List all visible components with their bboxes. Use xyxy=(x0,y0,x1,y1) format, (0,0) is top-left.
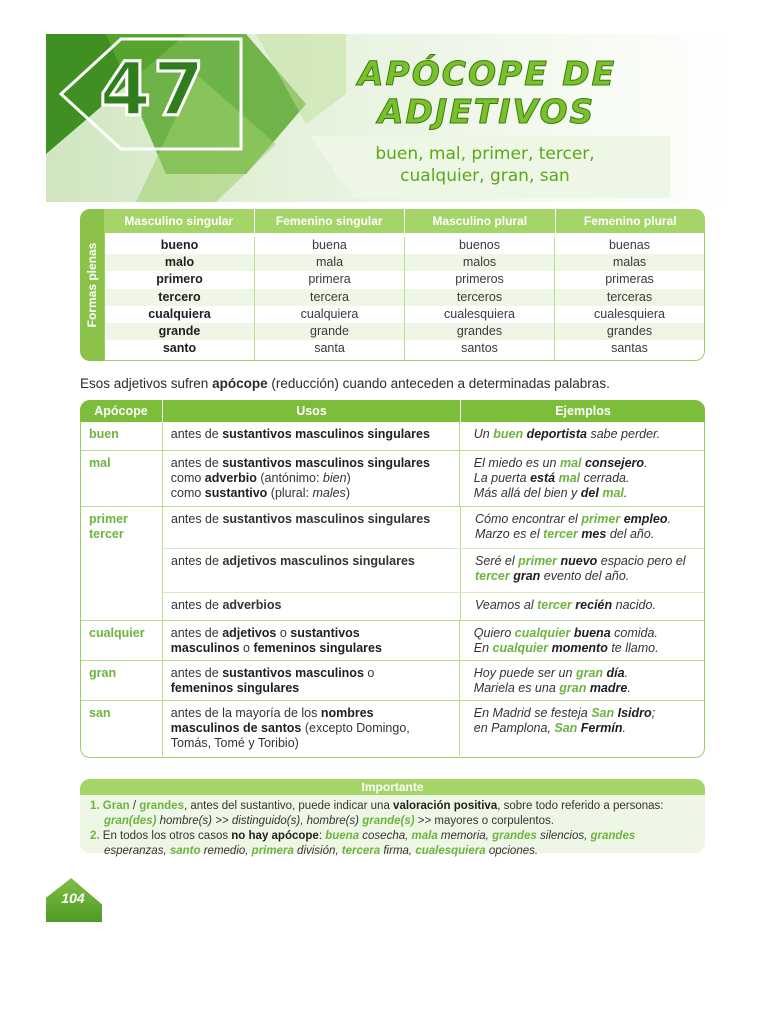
forms-table-header xyxy=(104,209,705,233)
text-italic: bien xyxy=(322,471,347,485)
highlight: Gran xyxy=(102,800,130,812)
example-line xyxy=(475,554,704,569)
text: ) xyxy=(345,486,350,500)
intro-text: (reducción) cuando anteceden a determinadas palabras. xyxy=(267,376,610,391)
cell: malos xyxy=(405,254,554,271)
text-bold: sustantivos xyxy=(290,626,360,640)
text: ; xyxy=(651,706,656,720)
cell: malas xyxy=(555,254,704,271)
highlight: buen xyxy=(493,427,524,441)
text: comida. xyxy=(610,626,658,640)
text-bold: masculinos xyxy=(170,641,240,655)
text-italic: silencios, xyxy=(536,830,591,842)
text: antes de xyxy=(171,554,223,568)
text: En Madrid se festeja xyxy=(473,706,592,720)
highlight: tercer xyxy=(537,598,572,612)
bold-word: nuevo xyxy=(557,554,598,568)
cell: cualquiera xyxy=(300,306,359,321)
table-subrow xyxy=(163,592,704,620)
uso-line xyxy=(171,486,459,501)
text: cerrada. xyxy=(580,471,630,485)
cell: terceros xyxy=(405,289,554,306)
apocope-cell: mal xyxy=(81,451,163,506)
example-line xyxy=(474,721,704,736)
cell: tercero xyxy=(105,289,254,306)
col-header-fem-sing: Femenino singular xyxy=(254,209,405,233)
text: antes de xyxy=(171,598,223,612)
uso-line xyxy=(171,681,459,696)
text: (excepto Domingo, xyxy=(301,721,410,735)
text: Quiero xyxy=(473,626,515,640)
col-header-masc-plur: Masculino plural xyxy=(404,209,555,233)
text: del año. xyxy=(606,527,655,541)
text: / xyxy=(129,800,140,812)
text: Veamos al xyxy=(475,598,538,612)
col-header-fem-plur: Femenino plural xyxy=(555,209,706,233)
bold-word: deportista xyxy=(523,427,587,441)
text-bold: adjetivos masculinos singulares xyxy=(222,554,415,568)
subtitle-line1: buen, mal, primer, tercer, xyxy=(375,144,595,164)
item-number: 1. xyxy=(90,800,100,812)
usos-cell xyxy=(163,451,460,506)
intro-bold: apócope xyxy=(212,376,268,391)
bold-word: Fermín xyxy=(577,721,623,735)
intro-text: Esos adjetivos sufren xyxy=(80,376,213,391)
text-bold: valoración positiva xyxy=(393,800,498,812)
text: La puerta xyxy=(473,471,531,485)
intro-sentence xyxy=(80,376,710,391)
cell: primero xyxy=(156,272,203,287)
text: . xyxy=(627,681,631,695)
cell: grandes xyxy=(405,323,554,340)
text-bold: masculinos de santos xyxy=(170,721,302,735)
ejemplos-cell xyxy=(461,593,704,620)
text-bold: femeninos singulares xyxy=(170,681,300,695)
text: antes de xyxy=(170,666,223,680)
usos-cell xyxy=(163,593,461,620)
ejemplos-cell xyxy=(461,549,704,592)
text: Hoy puede ser un xyxy=(473,666,576,680)
col-masc-plur xyxy=(404,237,554,360)
page-title-line1: APÓCOPE DE xyxy=(358,54,617,93)
highlight: mal xyxy=(555,471,581,485)
text: : xyxy=(318,830,326,842)
text-italic: esperanzas, xyxy=(104,845,170,857)
example-line xyxy=(474,471,704,486)
highlight: cualesquiera xyxy=(415,845,486,857)
example-line xyxy=(474,626,704,641)
apocope-label: primer xyxy=(89,512,128,526)
text: >> mayores o corpulentos. xyxy=(414,815,554,827)
cell: cualquiera xyxy=(148,306,211,321)
uso-line xyxy=(171,456,459,471)
text: antes de xyxy=(170,427,223,441)
text: ) xyxy=(346,471,351,485)
highlight: tercera xyxy=(341,845,381,857)
text: como xyxy=(170,471,205,485)
item-number: 2. xyxy=(90,830,100,842)
bold-word: está xyxy=(530,471,556,485)
highlight: primera xyxy=(251,845,294,857)
highlight: tercer xyxy=(475,569,510,583)
table-subrow xyxy=(163,548,704,592)
text: Un xyxy=(473,427,494,441)
uso-line xyxy=(171,471,459,486)
cell: buenas xyxy=(608,238,650,252)
usos-cell xyxy=(163,549,461,592)
important-item-1-cont xyxy=(90,814,695,829)
table-row-mal xyxy=(81,450,704,506)
text-bold: adjetivos xyxy=(222,626,277,640)
text: Más allá del bien y xyxy=(473,486,581,500)
highlight: mal xyxy=(559,456,582,470)
apocope-table-header xyxy=(80,400,705,422)
cell: grandes xyxy=(555,323,704,340)
text: te llamo. xyxy=(607,641,659,655)
ejemplos-cell xyxy=(460,422,704,450)
text: . xyxy=(667,512,671,526)
bold-word: buena xyxy=(570,626,611,640)
text-bold: sustantivos masculinos singulares xyxy=(222,427,430,441)
text-italic: cosecha, xyxy=(359,830,412,842)
text: . xyxy=(622,721,626,735)
page-title-line2: ADJETIVOS xyxy=(378,92,596,131)
usos-cell xyxy=(163,507,461,548)
bold-word: empleo xyxy=(620,512,668,526)
bold-word: recién xyxy=(571,598,613,612)
text-italic: males xyxy=(312,486,346,500)
col-header-usos: Usos xyxy=(162,400,460,422)
text: , antes del sustantivo, puede indicar una xyxy=(183,800,394,812)
bold-word: madre xyxy=(586,681,628,695)
uso-line: Tomás, Tomé y Toribio) xyxy=(170,736,299,750)
text: , sobre todo referido a personas: xyxy=(497,800,664,812)
forms-table-body xyxy=(104,233,705,361)
apocope-cell: cualquier xyxy=(81,621,163,660)
cell: primera xyxy=(308,272,351,287)
cell: grande xyxy=(105,323,254,340)
text-italic: división, xyxy=(293,845,342,857)
cell: santo xyxy=(162,341,197,356)
col-fem-plur xyxy=(554,237,704,360)
text: evento del año. xyxy=(540,569,630,583)
highlight: grandes xyxy=(492,830,537,842)
highlight: gran xyxy=(575,666,604,680)
highlight: San xyxy=(591,706,615,720)
usos-cell xyxy=(163,422,460,450)
apocope-table-body xyxy=(80,422,705,758)
text: En xyxy=(473,641,493,655)
text: Mariela es una xyxy=(473,681,560,695)
table-row-buen xyxy=(81,422,704,450)
usos-cell xyxy=(163,621,460,660)
ejemplos-cell xyxy=(460,701,704,756)
text: nacido. xyxy=(612,598,656,612)
col-header-ejemplos: Ejemplos xyxy=(460,400,705,422)
important-item-1 xyxy=(90,799,695,814)
cell: tercera xyxy=(255,289,404,306)
chapter-number: 47 xyxy=(99,47,207,133)
cell: primeros xyxy=(455,272,504,287)
cell: cualesquiera xyxy=(444,306,515,321)
text: antes de xyxy=(170,456,223,470)
uso-line xyxy=(171,641,459,656)
important-item-2 xyxy=(90,829,695,844)
text-italic: firma, xyxy=(380,845,416,857)
text-bold: nombres xyxy=(320,706,374,720)
highlight: cualquier xyxy=(514,626,571,640)
text-italic: hombre(s) xyxy=(306,815,360,827)
uso-line xyxy=(171,706,459,721)
col-masc-sing xyxy=(105,237,254,360)
table-row-san xyxy=(81,700,704,756)
text: o xyxy=(363,666,375,680)
bold-word: momento xyxy=(548,641,608,655)
text: . xyxy=(623,486,628,500)
bold-word: del xyxy=(580,486,599,500)
text-bold: adverbio xyxy=(204,471,257,485)
cell: santas xyxy=(611,341,648,356)
text: como xyxy=(170,486,205,500)
text: antes de xyxy=(171,512,223,526)
text-italic: remedio, xyxy=(200,845,252,857)
highlight: primer xyxy=(581,512,621,526)
highlight: buena xyxy=(325,830,360,842)
text: en Pamplona, xyxy=(473,721,555,735)
example-line xyxy=(475,527,704,542)
example-line xyxy=(474,666,704,681)
cell: terceras xyxy=(555,289,704,306)
text-bold: sustantivos masculinos xyxy=(222,666,364,680)
text: espacio pero el xyxy=(597,554,686,568)
cell: cualesquiera xyxy=(594,306,665,321)
text: sabe perder. xyxy=(587,427,661,441)
text-italic: memoria, xyxy=(437,830,493,842)
apocope-cell: san xyxy=(81,701,163,756)
highlight: tercer xyxy=(543,527,578,541)
apocope-cell: gran xyxy=(81,661,163,700)
usos-cell xyxy=(163,661,460,700)
forms-side-text: Formas plenas xyxy=(85,242,99,328)
cell: santos xyxy=(461,341,498,356)
text-bold: sustantivos masculinos singulares xyxy=(222,512,431,526)
table-row-cualquier xyxy=(81,620,704,660)
cell: buenos xyxy=(458,238,500,252)
uso-line xyxy=(171,626,459,641)
subtitle xyxy=(330,143,640,187)
text: (plural: xyxy=(267,486,313,500)
highlight: mal xyxy=(598,486,624,500)
ejemplos-cell xyxy=(460,451,704,506)
text: . xyxy=(644,456,648,470)
ejemplos-cell xyxy=(461,507,704,548)
highlight: cualquier xyxy=(492,641,549,655)
cell: grande xyxy=(255,323,404,340)
page-number: 104 xyxy=(61,890,85,906)
text: En todos los otros casos xyxy=(102,830,232,842)
text: o xyxy=(239,641,254,655)
col-header-apocope: Apócope xyxy=(94,404,148,418)
text: o xyxy=(276,626,291,640)
highlight: grande(s) xyxy=(359,815,415,827)
text: Marzo es el xyxy=(475,527,544,541)
highlight: grandes xyxy=(590,830,636,842)
text-italic: opciones. xyxy=(485,845,539,857)
bold-word: consejero xyxy=(581,456,645,470)
text-bold: no hay apócope xyxy=(231,830,319,842)
cell: malo xyxy=(105,254,254,271)
cell: santa xyxy=(314,341,345,356)
table-row-gran xyxy=(81,660,704,700)
text: . xyxy=(624,666,629,680)
text: Cómo encontrar el xyxy=(475,512,582,526)
cell: bueno xyxy=(160,238,199,252)
highlight: San xyxy=(554,721,578,735)
text-bold: sustantivo xyxy=(204,486,268,500)
cell: mala xyxy=(255,254,404,271)
text: El miedo es un xyxy=(473,456,560,470)
cell: primeras xyxy=(605,272,654,287)
bold-word: mes xyxy=(577,527,607,541)
example-line xyxy=(474,486,704,501)
example-line xyxy=(474,706,704,721)
col-header-masc-sing: Masculino singular xyxy=(124,214,234,228)
highlight: mala xyxy=(411,830,438,842)
highlight: gran(des) xyxy=(104,815,157,827)
table-subrow xyxy=(163,506,704,548)
text-bold: femeninos singulares xyxy=(253,641,382,655)
example-line xyxy=(475,512,704,527)
uso-line xyxy=(171,666,459,681)
text: Seré el xyxy=(475,554,519,568)
bold-word: gran xyxy=(509,569,541,583)
example-line xyxy=(474,681,704,696)
apocope-cell xyxy=(81,507,163,620)
cell: buena xyxy=(312,238,347,252)
bold-word: día xyxy=(603,666,625,680)
highlight: santo xyxy=(169,845,201,857)
highlight: primer xyxy=(518,554,557,568)
text-bold: sustantivos masculinos singulares xyxy=(222,456,430,470)
apocope-label: tercer xyxy=(89,527,124,541)
text-italic: hombre(s) >> distinguido(s), xyxy=(156,815,307,827)
example-line xyxy=(474,641,704,656)
ejemplos-cell xyxy=(460,621,704,660)
text: antes de xyxy=(170,626,223,640)
subtitle-line2: cualquier, gran, san xyxy=(400,166,570,186)
important-header: Importante xyxy=(80,779,705,795)
apocope-cell: buen xyxy=(81,422,163,450)
highlight: grandes xyxy=(139,800,184,812)
text: (antónimo: xyxy=(256,471,323,485)
example-line xyxy=(474,456,704,471)
col-fem-sing xyxy=(254,237,404,360)
text: antes de la mayoría de los xyxy=(170,706,321,720)
important-body xyxy=(80,795,705,857)
text-bold: adverbios xyxy=(222,598,282,612)
usos-cell xyxy=(163,701,460,756)
highlight: gran xyxy=(559,681,587,695)
forms-side-label xyxy=(80,209,104,361)
important-item-2-cont xyxy=(90,844,695,859)
example-line xyxy=(475,569,704,584)
bold-word: Isidro xyxy=(614,706,652,720)
ejemplos-cell xyxy=(460,661,704,700)
uso-line xyxy=(171,721,459,736)
